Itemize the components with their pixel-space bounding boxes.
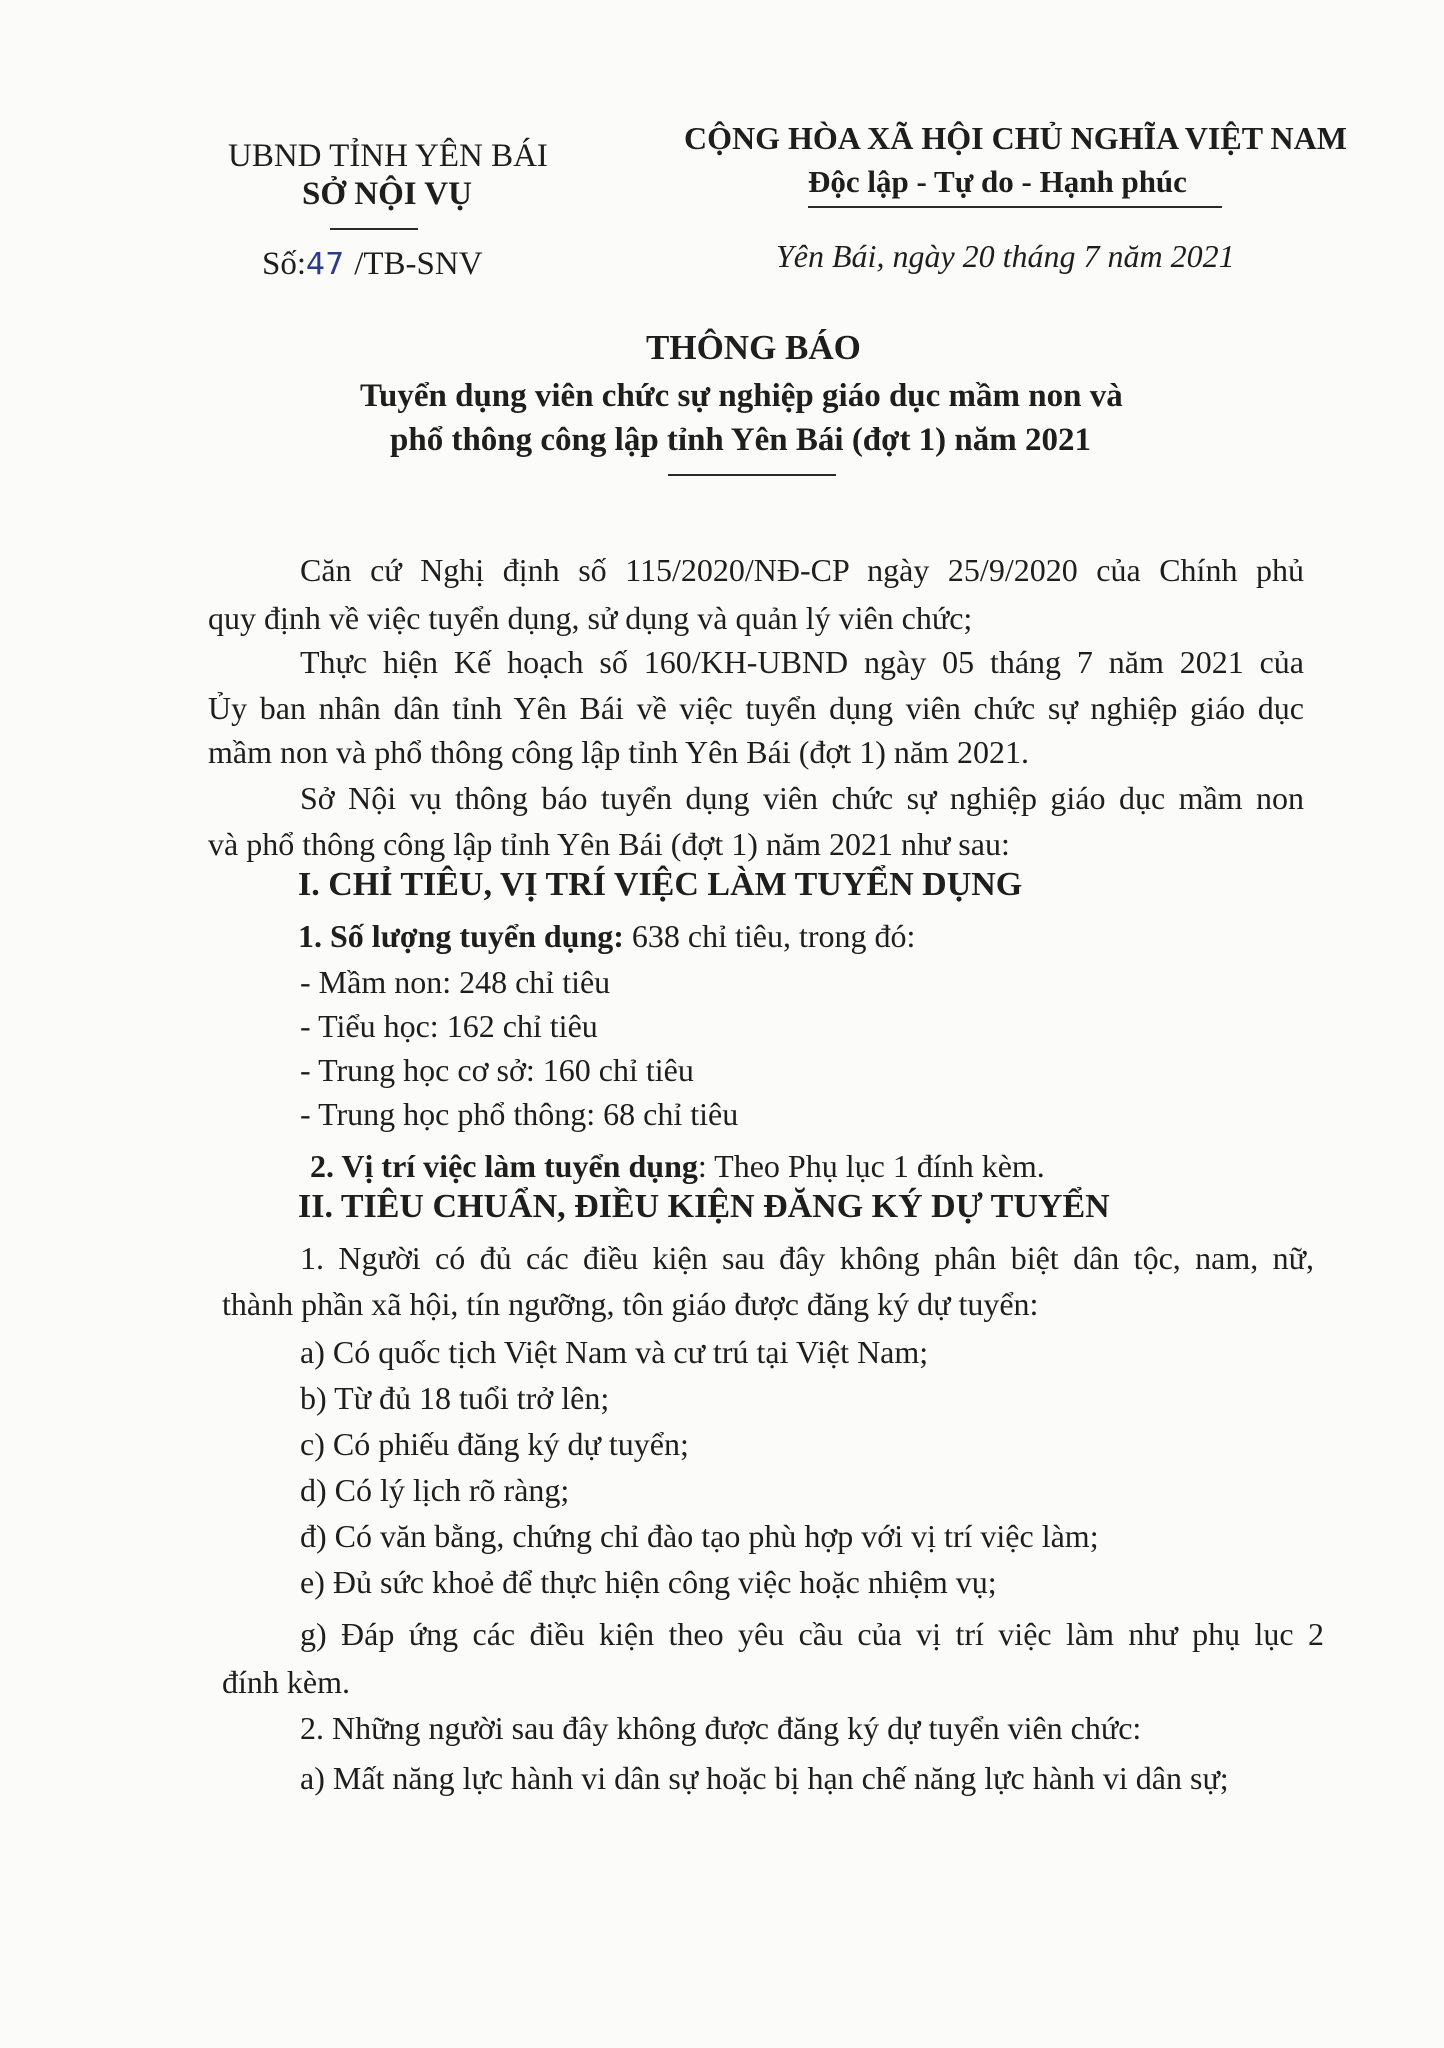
- basis-decree-line1: Căn cứ Nghị định số 115/2020/NĐ-CP ngày 25/9/2020 của Chính phủ: [300, 552, 1304, 588]
- number-suffix: /TB-SNV: [354, 246, 483, 282]
- quota-label: 1. Số lượng tuyển dụng:: [298, 918, 624, 954]
- announce-line1: Sở Nội vụ thông báo tuyển dụng viên chức sự nghiệp giáo dục mầm non: [300, 780, 1304, 816]
- agency-name: SỞ NỘI VỤ: [302, 176, 472, 212]
- number-prefix: Số:: [262, 246, 307, 282]
- positions-text: : Theo Phụ lục 1 đính kèm.: [697, 1148, 1045, 1184]
- condition-item: b) Từ đủ 18 tuổi trở lên;: [300, 1380, 610, 1416]
- condition-item: a) Có quốc tịch Việt Nam và cư trú tại Việt Nam;: [300, 1334, 929, 1370]
- condition-item: c) Có phiếu đăng ký dự tuyển;: [300, 1426, 689, 1462]
- list-item: - Tiểu học: 162 chỉ tiêu: [300, 1008, 598, 1044]
- document-subtitle-line1: Tuyển dụng viên chức sự nghiệp giáo dục mầm non và: [360, 378, 1123, 414]
- condition-g-line1: g) Đáp ứng các điều kiện theo yêu cầu của vị trí việc làm như phụ lục 2: [300, 1616, 1324, 1652]
- document-number: [262, 246, 483, 283]
- recruitment-quota: [298, 914, 915, 958]
- agency-underline: [330, 228, 418, 230]
- number-handwritten: 47: [306, 247, 345, 282]
- motto-underline: [808, 206, 1222, 208]
- national-title: CỘNG HÒA XÃ HỘI CHỦ NGHĨA VIỆT NAM: [684, 120, 1347, 156]
- section-1-heading: I. CHỈ TIÊU, VỊ TRÍ VIỆC LÀM TUYỂN DỤNG: [298, 866, 1023, 903]
- ineligible-heading: 2. Những người sau đây không được đăng ký dự tuyển viên chức:: [300, 1710, 1142, 1746]
- section-2-heading: II. TIÊU CHUẨN, ĐIỀU KIỆN ĐĂNG KÝ DỰ TUYỂN: [298, 1188, 1110, 1225]
- positions-label: 2. Vị trí việc làm tuyển dụng: [310, 1148, 698, 1184]
- list-item: - Trung học cơ sở: 160 chỉ tiêu: [300, 1052, 694, 1088]
- issue-date: Yên Bái, ngày 20 tháng 7 năm 2021: [776, 238, 1235, 274]
- plan-line3: mầm non và phổ thông công lập tỉnh Yên Bái (đợt 1) năm 2021.: [208, 734, 1029, 770]
- agency-parent: UBND TỈNH YÊN BÁI: [228, 138, 548, 174]
- plan-line1: Thực hiện Kế hoạch số 160/KH-UBND ngày 05 tháng 7 năm 2021 của: [300, 644, 1304, 680]
- job-positions: [310, 1144, 1045, 1188]
- eligibility-line2: thành phần xã hội, tín ngưỡng, tôn giáo được đăng ký dự tuyển:: [222, 1286, 1039, 1322]
- condition-item: đ) Có văn bằng, chứng chỉ đào tạo phù hợp với vị trí việc làm;: [300, 1518, 1099, 1554]
- eligibility-line1: 1. Người có đủ các điều kiện sau đây không phân biệt dân tộc, nam, nữ,: [300, 1240, 1314, 1276]
- basis-decree-line2: quy định về việc tuyển dụng, sử dụng và quản lý viên chức;: [208, 600, 973, 636]
- title-underline: [668, 474, 836, 476]
- plan-line2: Ủy ban nhân dân tỉnh Yên Bái về việc tuyển dụng viên chức sự nghiệp giáo dục: [208, 690, 1304, 726]
- list-item: - Mầm non: 248 chỉ tiêu: [300, 964, 611, 1000]
- condition-item: d) Có lý lịch rõ ràng;: [300, 1472, 570, 1508]
- document-subtitle-line2: phổ thông công lập tỉnh Yên Bái (đợt 1) năm 2021: [390, 422, 1092, 458]
- quota-text: 638 chỉ tiêu, trong đó:: [623, 918, 916, 954]
- announce-line2: và phổ thông công lập tỉnh Yên Bái (đợt 1) năm 2021 như sau:: [208, 826, 1010, 862]
- list-item: - Trung học phổ thông: 68 chỉ tiêu: [300, 1096, 739, 1132]
- condition-g-line2: đính kèm.: [222, 1664, 350, 1700]
- condition-item: e) Đủ sức khoẻ để thực hiện công việc hoặc nhiệm vụ;: [300, 1564, 997, 1600]
- document-title: THÔNG BÁO: [646, 328, 861, 367]
- ineligible-item-a: a) Mất năng lực hành vi dân sự hoặc bị hạn chế năng lực hành vi dân sự;: [300, 1760, 1229, 1796]
- national-motto: Độc lập - Tự do - Hạnh phúc: [808, 164, 1187, 199]
